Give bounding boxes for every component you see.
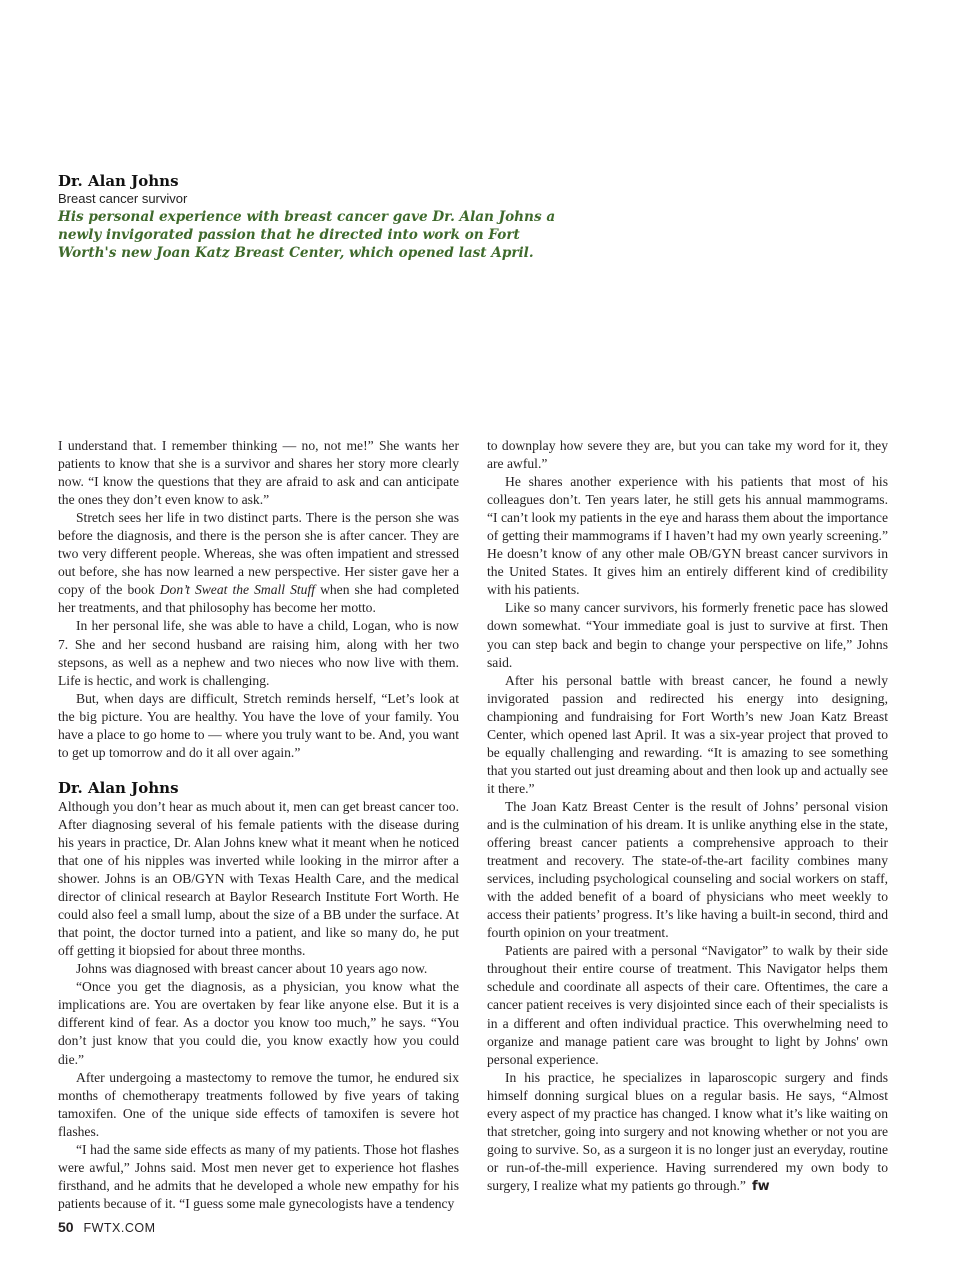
callout-deck: His personal experience with breast cancer gave Dr. Alan Johns a newly invigorated passion that he directed into work on Fort Worth's new Joan Katz Breast Center, which opened last April.	[58, 209, 556, 261]
site-name: FWTX.COM	[83, 1221, 156, 1235]
body-paragraph: But, when days are difficult, Stretch reminds herself, “Let’s look at the big picture. You are healthy. You have the love of your family. You have a place to go home to — where you truly want to be. And, you want to get up tomorrow and do it all over again.”	[58, 690, 459, 760]
body-paragraph: In her personal life, she was able to have a child, Logan, who is now 7. She and her second husband are raising him, along with her two stepsons, as well as a nephew and two nieces who now live with them. Life is hectic, and work is challenging.	[58, 618, 459, 688]
left-column	[58, 437, 459, 1213]
callout-role: Breast cancer survivor	[58, 191, 188, 206]
body-paragraph: Stretch sees her life in two distinct parts. There is the person she was before the diagnosis, and there is the person she is after cancer. They are two very different people. Whereas, she was often impatient and stressed out before, she has now learned a new perspective. Her sister gave her a copy of the book Don’t Sweat the Small Stuff when she had completed her treatments, and that philosophy has become her motto.	[58, 510, 459, 616]
body-paragraph: The Joan Katz Breast Center is the result of Johns’ personal vision and is the culmination of his dream. It is unlike anything else in the state, offering breast cancer patients a comprehensive approach to their treatment and recovery. The state-of-the-art facility combines many services, including psychological counseling and social workers on staff, with the added benefit of a board of physicians who meet weekly to access their patients’ progress. It’s like having a built-in second, third and fourth opinion on your treatment.	[487, 798, 888, 941]
body-paragraph: “Once you get the diagnosis, as a physician, you know what the implications are. You are overtaken by fear like anyone else. But it is a different kind of fear. As a doctor you know too much,” he says. “You don’t just know that you could die, you know exactly how you could die.”	[58, 979, 459, 1067]
body-paragraph: Although you don’t hear as much about it, men can get breast cancer too. After diagnosing several of his female patients with the disease during his years in practice, Dr. Alan Johns knew what it meant when he noticed that one of his nipples was inverted while looking in the mirror after a shower. Johns is an OB/GYN with Texas Health Care, and the medical director of clinical research at Baylor Research Institute Fort Worth. He could also feel a small lump, about the size of a BB under the surface. At that point, the doctor turned into a patient, and like so many do, he put off getting it biopsied for about three months.	[58, 798, 459, 959]
body-paragraph: to downplay how severe they are, but you can take my word for it, they are awful.”	[487, 438, 888, 472]
page-footer	[58, 1219, 156, 1235]
body-paragraph: He shares another experience with his patients that most of his colleagues don’t. Ten years later, he still gets his annual mammograms. “I can’t look my patients in the eye and harass them about the importance of getting their mammograms if I haven’t had my own yearly screening.” He doesn’t know of any other male OB/GYN breast cancer survivors in the United States. It gives him an entirely different kind of credibility with his patients.	[487, 474, 888, 598]
book-title: Don’t Sweat the Small Stuff	[159, 582, 316, 598]
body-paragraph: Johns was diagnosed with breast cancer about 10 years ago now.	[76, 961, 428, 977]
body-paragraph: In his practice, he specializes in laparoscopic surgery and finds himself donning surgical blues on a regular basis. He says, “Almost every aspect of my practice has changed. I know what it’s like waiting on that stretcher, going into surgery and not knowing whether or not you are going to survive. So, as a surgeon it is no longer just an everyday, routine or run-of-the-mill experience. Having surrendered my own body to surgery, I realize what my patients go through.” fw	[487, 1069, 888, 1194]
section-heading: Dr. Alan Johns	[58, 778, 179, 797]
body-paragraph: “I had the same side effects as many of my patients. Those hot flashes were awful,” Johns said. Most men never get to experience hot flashes firsthand, and he admits that he developed a whole new empathy for his patients because of it. “I guess some male gynecologists have a tendency	[58, 1141, 459, 1211]
right-column	[487, 437, 888, 1196]
body-paragraph: I understand that. I remember thinking — no, not me!” She wants her patients to know that she is a survivor and shares her story more clearly now. “I know the questions that they are afraid to ask and can anticipate the ones they don’t even know to ask.”	[58, 438, 459, 508]
page-number: 50	[58, 1219, 74, 1235]
body-paragraph: Patients are paired with a personal “Navigator” to walk by their side throughout their entire course of treatment. This Navigator helps them schedule and coordinate all aspects of their care. Oftentimes, the care a cancer patient receives is very disjointed since each of their specialists is in a different and often individual practice. This overwhelming need to organize and manage patient care was brought to light by Johns' own personal experience.	[487, 943, 888, 1067]
body-paragraph: After his personal battle with breast cancer, he found a newly invigorated passion and redirected his energy into designing, championing and fundraising for Fort Worth’s new Joan Katz Breast Center, which opened last April. It was a six-year project that proved to be equally challenging and rewarding. “It is amazing to see something that you started out just dreaming about and then look up and actually see it there.”	[487, 672, 888, 796]
body-paragraph: After undergoing a mastectomy to remove the tumor, he endured six months of chemotherapy treatments followed by five years of taking tamoxifen. One of the unique side effects of tamoxifen is severe hot flashes.	[58, 1069, 459, 1139]
body-paragraph: Like so many cancer survivors, his formerly frenetic pace has slowed down somewhat. “Your immediate goal is just to survive at first. Then you can step back and begin to change your perspective on life,” Johns said.	[487, 600, 888, 670]
sidebar-callout	[58, 172, 578, 262]
end-mark: fw	[751, 1178, 770, 1194]
callout-name: Dr. Alan Johns	[58, 172, 179, 190]
